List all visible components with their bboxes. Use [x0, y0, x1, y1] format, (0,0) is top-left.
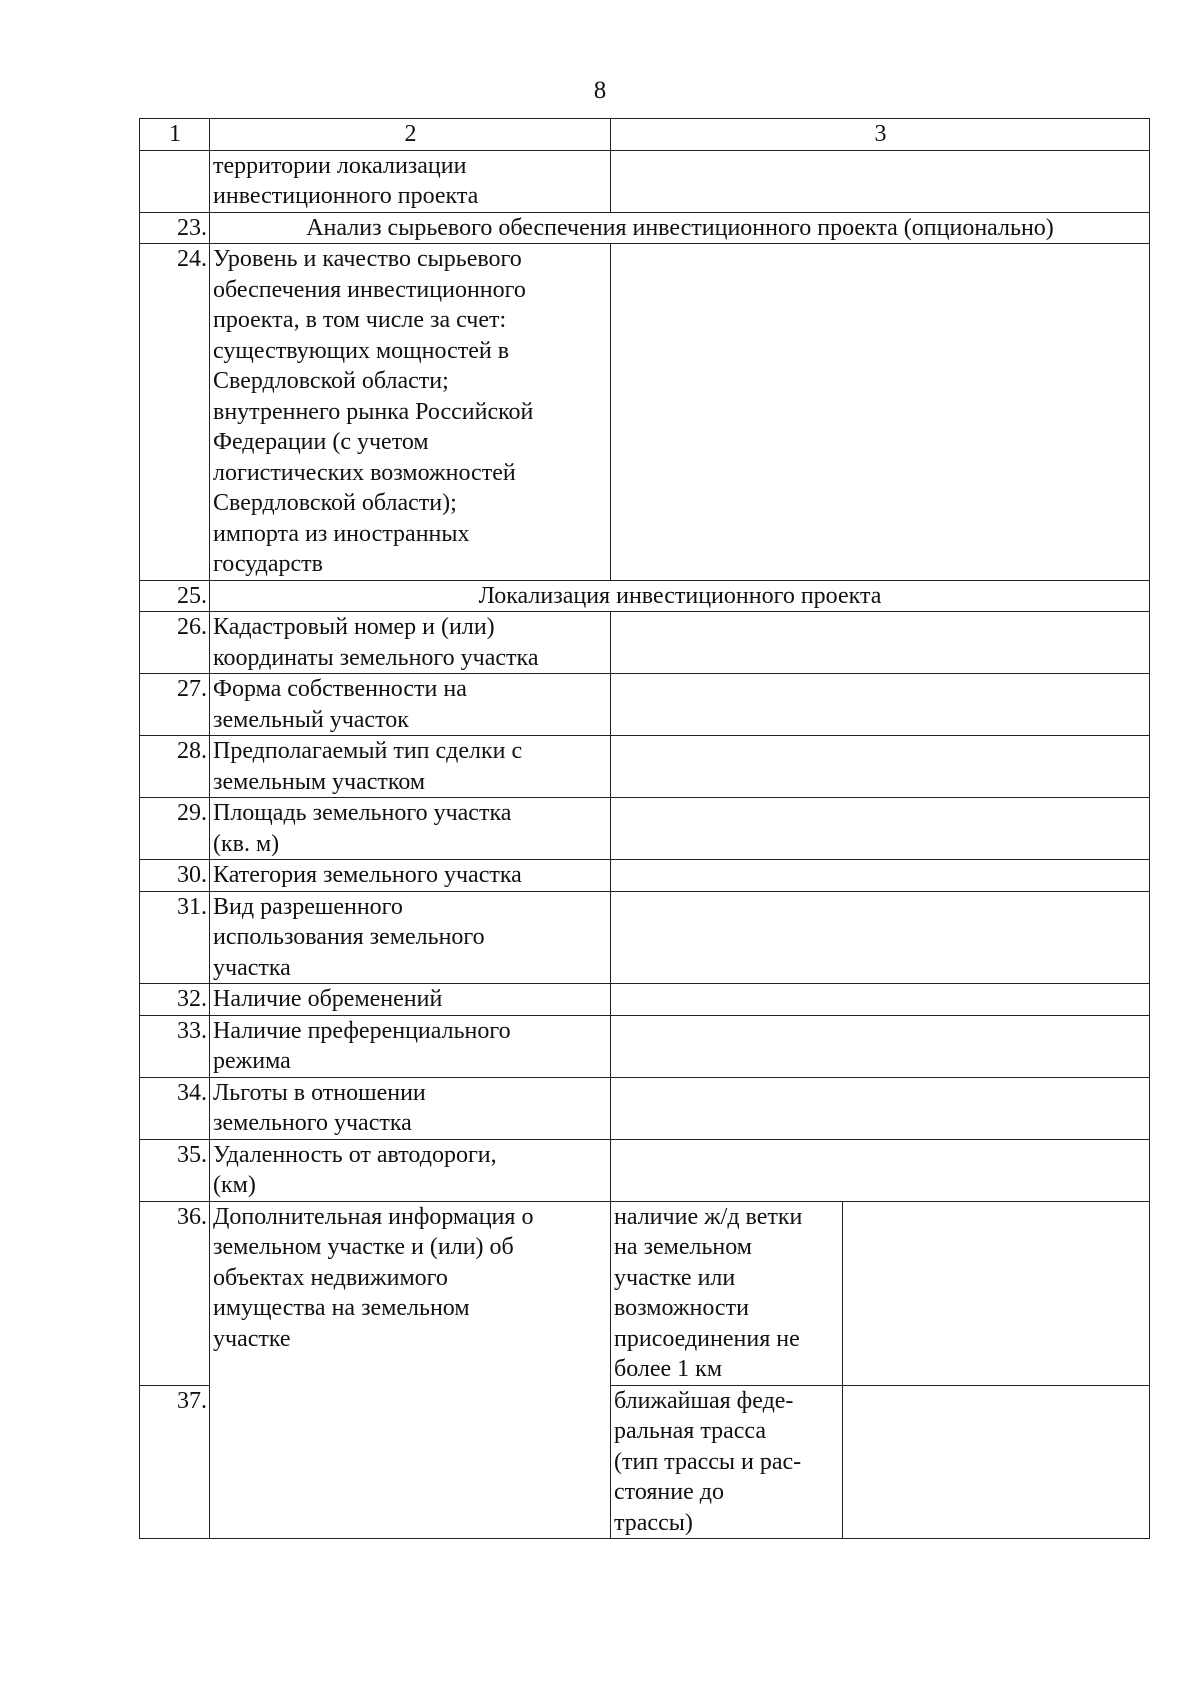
table-row [140, 580, 1150, 612]
cell-text-line: стояние до [614, 1479, 724, 1505]
cell-text-line: наличие ж/д ветки [614, 1203, 803, 1230]
cell-text-line: Уровень и качество сырьевого [213, 246, 522, 272]
table-row [140, 984, 1150, 1016]
value-cell [843, 1201, 1150, 1385]
value-cell [843, 1385, 1150, 1539]
value-cell [611, 612, 1150, 674]
column-header-3: 3 [611, 119, 1150, 151]
sub-parameter-label [611, 1385, 843, 1539]
cell-text-line: существующих мощностей в [213, 337, 510, 364]
cell-text-line: инвестиционного проекта [213, 183, 479, 209]
row-number: 24. [140, 244, 210, 581]
cell-text-line: присоединения не [614, 1325, 800, 1352]
cell-text-line: возможности [614, 1295, 749, 1321]
cell-text-line: более 1 км [614, 1356, 723, 1382]
row-number: 37. [140, 1385, 210, 1539]
cell-text-line: импорта из иностранных [213, 520, 470, 547]
table-row [140, 798, 1150, 860]
table-row [140, 1077, 1150, 1139]
value-cell [611, 1015, 1150, 1077]
value-cell [611, 1077, 1150, 1139]
row-number: 26. [140, 612, 210, 674]
table-row [140, 860, 1150, 892]
cell-text-line: Площадь земельного участка [213, 800, 512, 826]
cell-text-line: внутреннего рынка Российской [213, 398, 534, 425]
row-number: 25. [140, 580, 210, 612]
parameter-label [210, 1077, 611, 1139]
table-row [140, 674, 1150, 736]
cell-text-line: Наличие преференциального [213, 1017, 511, 1044]
form-table [139, 118, 1150, 1539]
value-cell [611, 150, 1150, 212]
cell-text-line: на земельном [614, 1234, 752, 1260]
cell-text-line: Форма собственности на [213, 676, 467, 702]
cell-text-line: трассы) [614, 1509, 693, 1536]
cell-text-line: обеспечения инвестиционного [213, 276, 526, 303]
column-header-1: 1 [140, 119, 210, 151]
parameter-label [210, 984, 611, 1016]
cell-text-line: земельном участке и (или) об [213, 1234, 514, 1260]
page-number: 8 [593, 77, 607, 104]
sub-parameter-label [611, 1201, 843, 1385]
cell-text-line: земельным участком [213, 768, 426, 795]
table-row [140, 891, 1150, 984]
cell-text-line: Вид разрешенного [213, 893, 403, 920]
row-number: 27. [140, 674, 210, 736]
row-number: 30. [140, 860, 210, 892]
value-cell [611, 891, 1150, 984]
table-row [140, 1015, 1150, 1077]
row-number: 28. [140, 736, 210, 798]
cell-text-line: Категория земельного участка [213, 862, 522, 888]
cell-text-line: (км) [213, 1172, 256, 1198]
cell-text-line: (кв. м) [213, 830, 280, 857]
cell-text-line: государств [213, 551, 324, 577]
cell-text-line: земельный участок [213, 706, 409, 733]
parameter-label [210, 244, 611, 581]
cell-text-line: (тип трассы и рас- [614, 1448, 802, 1475]
cell-text-line: территории локализации [213, 152, 467, 179]
table-row [140, 244, 1150, 581]
table-row [140, 212, 1150, 244]
table-row [140, 150, 1150, 212]
cell-text-line: земельного участка [213, 1110, 412, 1136]
row-number: 34. [140, 1077, 210, 1139]
section-heading: Анализ сырьевого обеспечения инвестиционного проекта (опционально) [210, 212, 1150, 244]
cell-text-line: имущества на земельном [213, 1295, 470, 1321]
cell-text-line: Кадастровый номер и (или) [213, 614, 495, 640]
table-row [140, 612, 1150, 674]
row-number: 31. [140, 891, 210, 984]
cell-text-line: проекта, в том числе за счет: [213, 307, 507, 333]
parameter-label [210, 612, 611, 674]
cell-text-line: объектах недвижимого [213, 1264, 448, 1291]
cell-text-line: участка [213, 954, 291, 981]
header-row [140, 119, 1150, 151]
value-cell [611, 984, 1150, 1016]
cell-text-line: Свердловской области; [213, 368, 449, 394]
cell-text-line: координаты земельного участка [213, 644, 539, 671]
cell-text-line: ральная трасса [614, 1418, 767, 1444]
cell-text-line: Федерации (с учетом [213, 429, 429, 455]
value-cell [611, 1139, 1150, 1201]
row-number: 36. [140, 1201, 210, 1385]
cell-text-line: участке [213, 1325, 291, 1352]
parameter-label [210, 860, 611, 892]
parameter-label [210, 1015, 611, 1077]
row-number [140, 150, 210, 212]
row-number: 29. [140, 798, 210, 860]
parameter-label [210, 891, 611, 984]
value-cell [611, 674, 1150, 736]
parameter-label [210, 150, 611, 212]
parameter-label [210, 674, 611, 736]
column-header-2: 2 [210, 119, 611, 151]
value-cell [611, 244, 1150, 581]
cell-text-line: Льготы в отношении [213, 1079, 426, 1106]
value-cell [611, 736, 1150, 798]
value-cell [611, 798, 1150, 860]
cell-text-line: Предполагаемый тип сделки с [213, 738, 523, 764]
cell-text-line: участке или [614, 1264, 736, 1291]
parameter-label [210, 1139, 611, 1201]
cell-text-line: Свердловской области); [213, 490, 457, 516]
row-number: 33. [140, 1015, 210, 1077]
table-row [140, 1139, 1150, 1201]
section-heading: Локализация инвестиционного проекта [210, 580, 1150, 612]
parameter-label [210, 736, 611, 798]
table-row [140, 1201, 1150, 1385]
cell-text-line: ближайшая феде- [614, 1387, 794, 1414]
cell-text-line: режима [213, 1048, 291, 1074]
table-row [140, 736, 1150, 798]
row-number: 23. [140, 212, 210, 244]
value-cell [611, 860, 1150, 892]
parameter-label [210, 1201, 611, 1539]
cell-text-line: логистических возможностей [213, 459, 516, 486]
row-number: 35. [140, 1139, 210, 1201]
cell-text-line: Удаленность от автодороги, [213, 1141, 497, 1168]
row-number: 32. [140, 984, 210, 1016]
cell-text-line: использования земельного [213, 924, 485, 950]
cell-text-line: Наличие обременений [213, 986, 443, 1012]
cell-text-line: Дополнительная информация о [213, 1203, 534, 1230]
parameter-label [210, 798, 611, 860]
